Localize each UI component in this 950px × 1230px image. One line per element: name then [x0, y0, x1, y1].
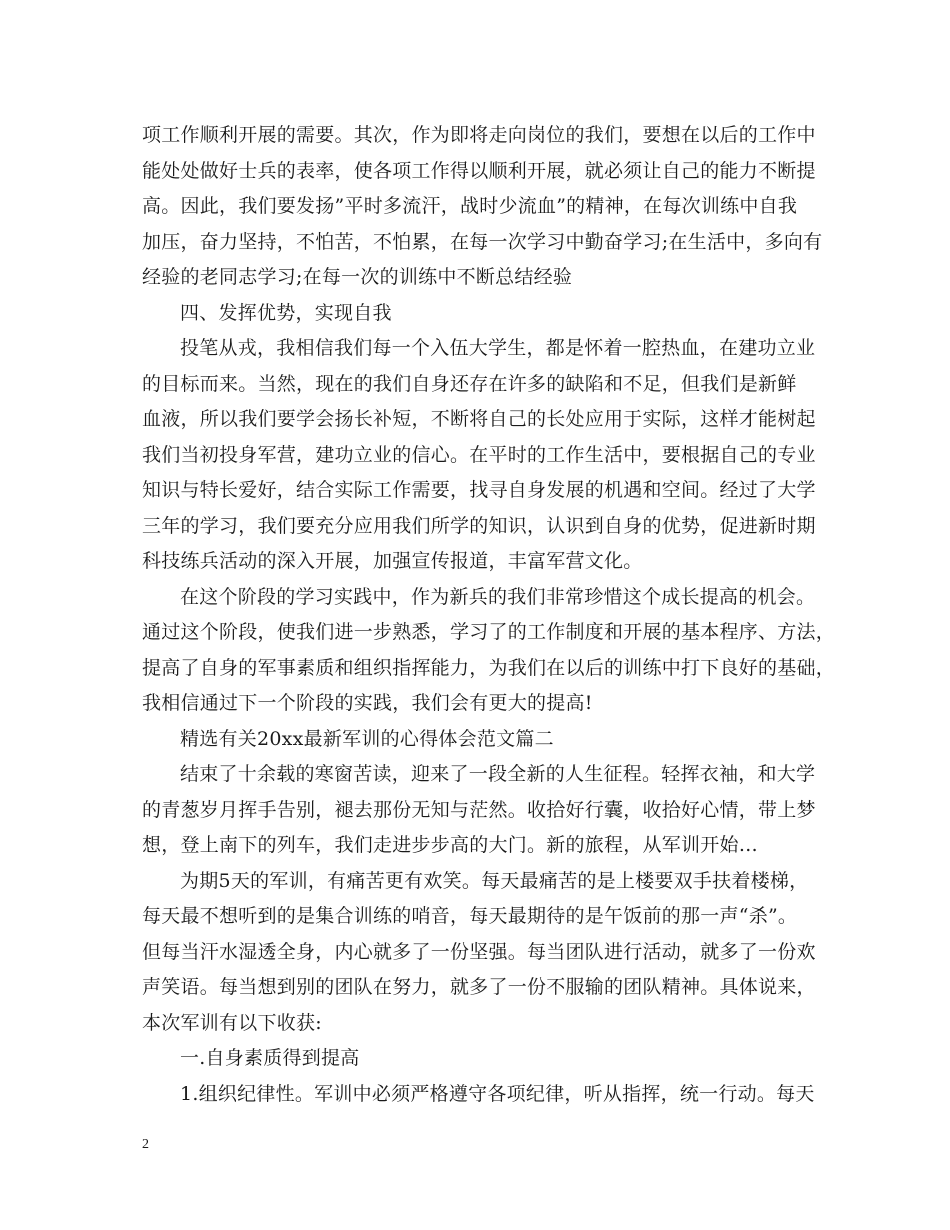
text-line: 能处处做好士兵的表率，使各项工作得以顺利开展，就必须让自己的能力不断提 — [142, 159, 816, 182]
text-line: 投笔从戎，我相信我们每一个入伍大学生，都是怀着一腔热血，在建功立业 — [180, 337, 816, 359]
text-line: 的青葱岁月挥手告别，褪去那份无知与茫然。收拾好行囊，收拾好心情，带上梦 — [142, 798, 816, 821]
text-line: 加压，奋力坚持，不怕苦，不怕累，在每一次学习中勤奋学习;在生活中，多向有 — [142, 230, 823, 253]
text-line: 项工作顺利开展的需要。其次，作为即将走向岗位的我们，要想在以后的工作中 — [142, 124, 816, 146]
text-line: 本次军训有以下收获: — [142, 1011, 322, 1034]
text-line: 四、发挥优势，实现自我 — [180, 301, 392, 324]
page-number: 2 — [142, 1137, 149, 1152]
text-line: 一.自身素质得到提高 — [180, 1047, 360, 1069]
text-line: 精选有关20xx最新军训的心得体会范文篇二 — [180, 727, 554, 750]
text-line: 的目标而来。当然，现在的我们自身还存在许多的缺陷和不足，但我们是新鲜 — [142, 372, 797, 395]
text-line: 三年的学习，我们要充分应用我们所学的知识，认识到自身的优势，促进新时期 — [142, 514, 816, 537]
document-body — [142, 118, 836, 1112]
text-line: 血液，所以我们要学会扬长补短，不断将自己的长处应用于实际，这样才能树起 — [142, 408, 816, 430]
text-line: 结束了十余载的寒窗苦读，迎来了一段全新的人生征程。轻挥衣袖，和大学 — [180, 763, 816, 785]
text-line: 通过这个阶段，使我们进一步熟悉，学习了的工作制度和开展的基本程序、方法， — [142, 621, 836, 643]
text-line: 科技练兵活动的深入开展，加强宣传报道，丰富军营文化。 — [142, 550, 643, 572]
text-line: 提高了自身的军事素质和组织指挥能力，为我们在以后的训练中打下良好的基础， — [142, 656, 836, 679]
text-line: 我们当初投身军营，建功立业的信心。在平时的工作生活中，要根据自己的专业 — [142, 443, 816, 466]
text-line: 为期5天的军训，有痛苦更有欢笑。每天最痛苦的是上楼要双手扶着楼梯， — [180, 869, 809, 892]
text-line: 但每当汗水湿透全身，内心就多了一份坚强。每当团队进行活动，就多了一份欢 — [142, 940, 816, 963]
text-line: 想，登上南下的列车，我们走进步步高的大门。新的旅程，从军训开始… — [142, 834, 759, 856]
text-line: 1.组织纪律性。军训中必须严格遵守各项纪律，听从指挥，统一行动。每天 — [180, 1082, 815, 1105]
text-line: 我相信通过下一个阶段的实践，我们会有更大的提高! — [142, 692, 593, 714]
text-line: 在这个阶段的学习实践中，作为新兵的我们非常珍惜这个成长提高的机会。 — [180, 585, 816, 608]
text-line: 高。因此，我们要发扬”平时多流汗，战时少流血”的精神，在每次训练中自我 — [142, 195, 798, 217]
text-line: 声笑语。每当想到别的团队在努力，就多了一份不服输的团队精神。具体说来， — [142, 976, 816, 998]
text-line: 每天最不想听到的是集合训练的哨音，每天最期待的是午饭前的那一声“杀”。 — [142, 905, 798, 927]
text-line: 经验的老同志学习;在每一次的训练中不断总结经验 — [142, 266, 573, 288]
text-line: 知识与特长爱好，结合实际工作需要，找寻自身发展的机遇和空间。经过了大学 — [142, 479, 816, 501]
